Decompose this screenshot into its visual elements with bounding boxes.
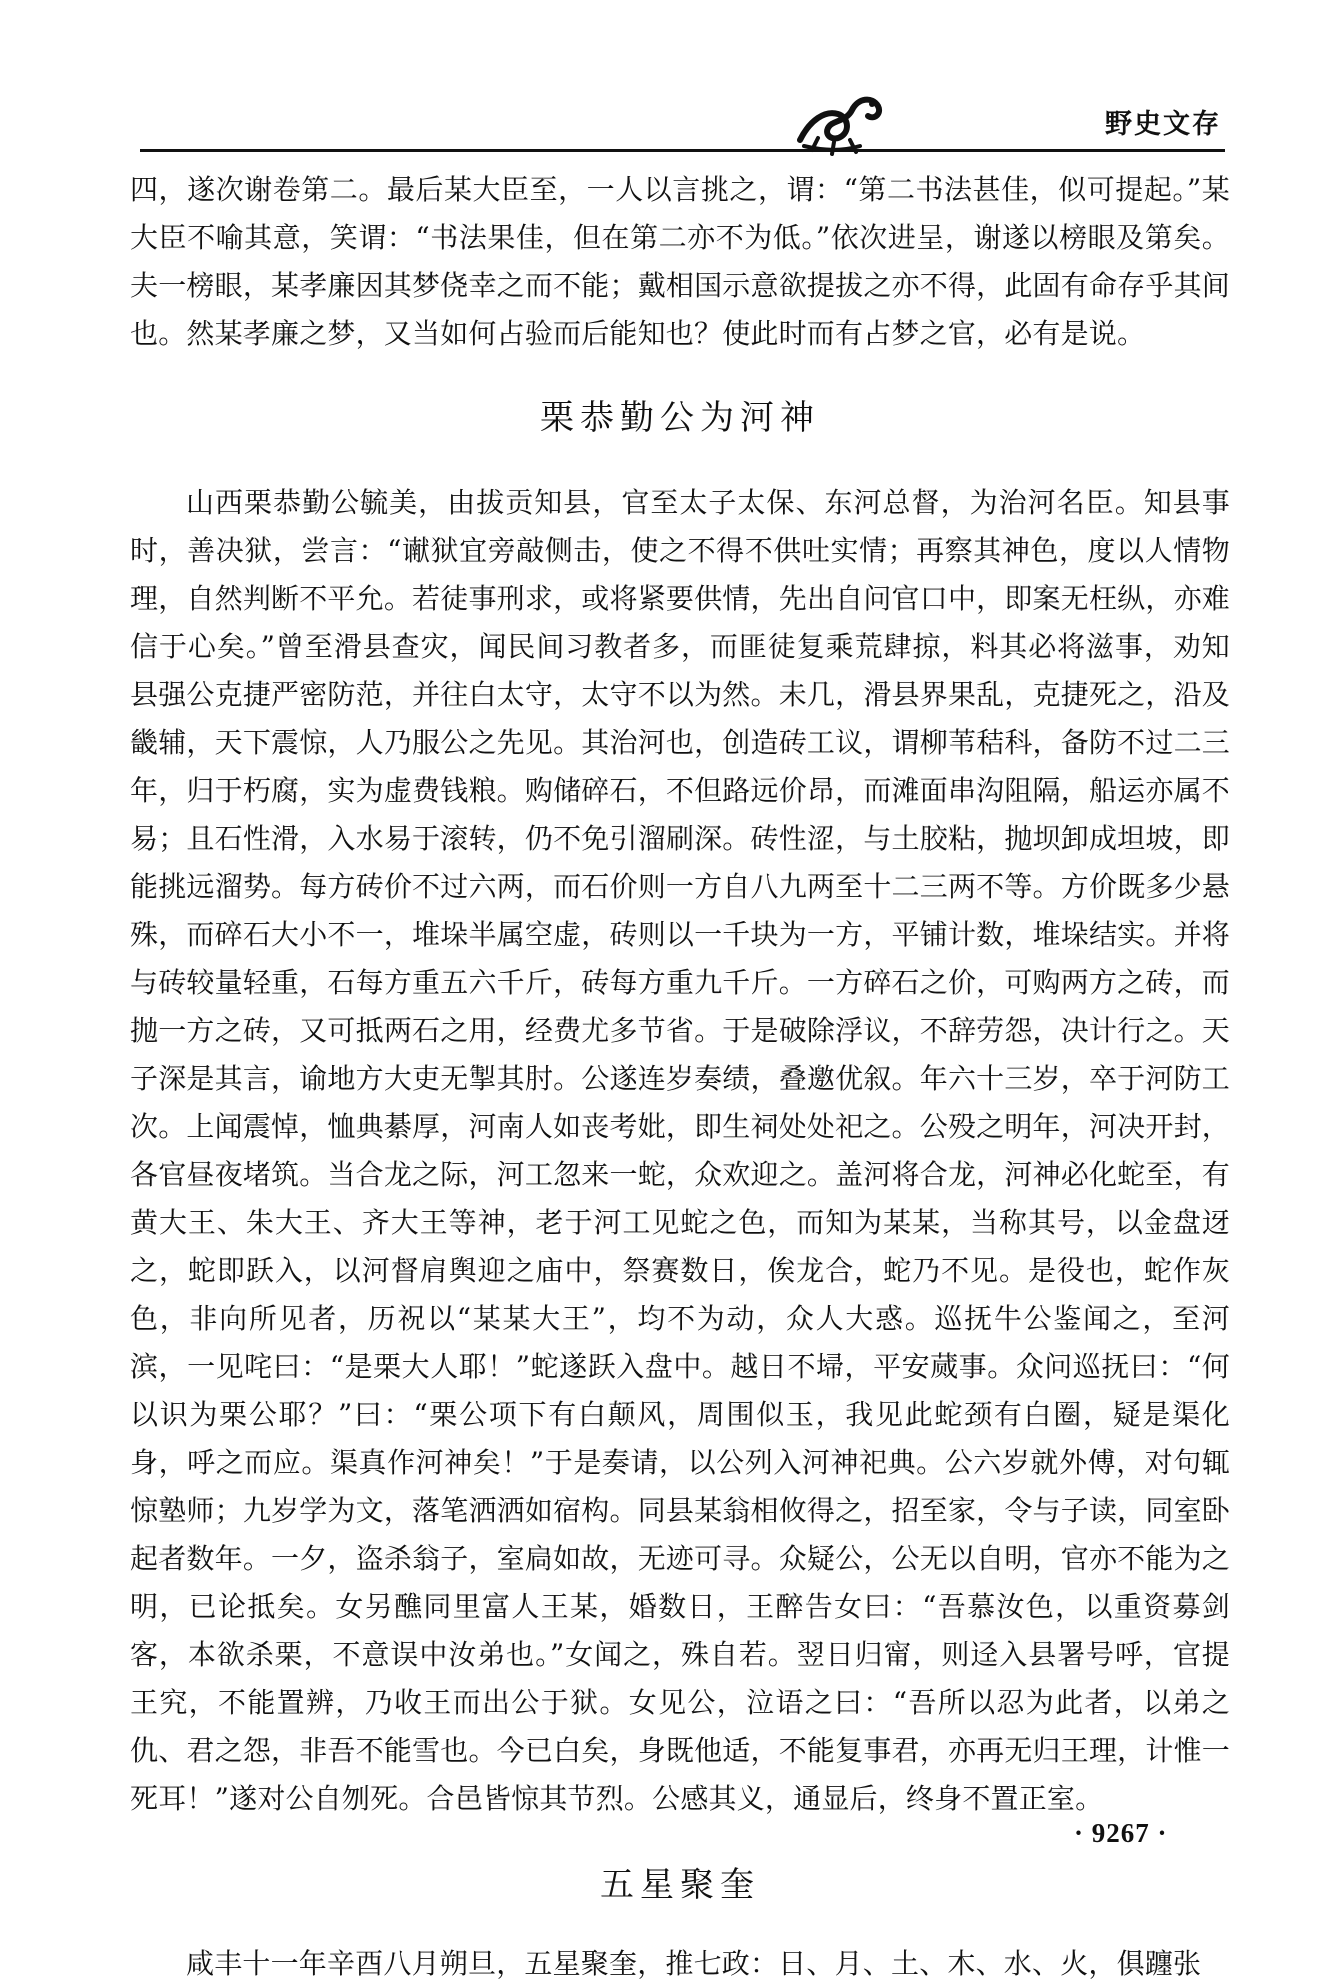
running-title: 野史文存 <box>1105 109 1221 140</box>
paragraph-last: 咸丰十一年辛酉八月朔旦，五星聚奎，推七政：日、月、土、木、水、火，俱躔张 <box>186 1947 1202 1980</box>
page-header <box>140 80 1225 158</box>
header-rule <box>140 149 1225 152</box>
page-number: · 9267 · <box>1074 1818 1168 1848</box>
section-title-1: 栗恭勤公为河神 <box>540 398 820 438</box>
page-body <box>130 166 1230 1988</box>
section-title-2: 五星聚奎 <box>600 1865 760 1905</box>
paragraph-main: 山西栗恭勤公毓美，由拔贡知县，官至太子太保、东河总督，为治河名臣。知县事时，善决狱，尝言：“谳狱宜旁敲侧击，使之不得不供吐实情；再察其神色，度以人情物理，自然判断不平允。若徒事刑求，或将紧要供情，先出自问官口中，即案无枉纵，亦难信于心矣。”曾至滑县查灾，闻民间习教者多，而匪徒复乘荒肆掠，料其必将滋事，劝知县强公克捷严密防范，并往白太守，太守不以为然。未几，滑县界果乱，克捷死之，沿及畿辅，天下震惊，人乃服公之先见。其治河也，创造砖工议，谓柳苇秸科，备防不过二三年，归于朽腐，实为虚费钱粮。购储碎石，不但路远价昂，而滩面串沟阻隔，船运亦属不易；且石性滑，入水易于滚转，仍不免引溜刷深。砖性涩，与土胶粘，抛坝卸成坦坡，即能挑远溜势。每方砖价不过六两，而石价则一方自八九两至十二三两不等。方价既多少悬殊，而碎石大小不一，堆垛半属空虚，砖则以一千块为一方，平铺计数，堆垛结实。并将与砖较量轻重，石每方重五六千斤，砖每方重九千斤。一方碎石之价，可购两方之砖，而抛一方之砖，又可抵两石之用，经费尤多节省。于是破除浮议，不辞劳怨，决计行之。天子深是其言，谕地方大吏无掣其肘。公遂连岁奏绩，叠邀优叙。年六十三岁，卒于河防工次。上闻震悼，恤典綦厚，河南人如丧考妣，即生祠处处祀之。公殁之明年，河决开封，各官昼夜堵筑。当合龙之际，河工忽来一蛇，众欢迎之。盖河将合龙，河神必化蛇至，有黄大王、朱大王、齐大王等神，老于河工见蛇之色，而知为某某，当称其号，以金盘迓之，蛇即跃入，以河督肩舆迎之庙中，祭赛数日，俟龙合，蛇乃不见。是役也，蛇作灰色，非向所见者，历祝以“某某大王”，均不为动，众人大惑。巡抚牛公鉴闻之，至河滨，一见咤曰：“是栗大人耶！”蛇遂跃入盘中。越日不埽，平安蒇事。众问巡抚曰：“何以识为栗公耶？”曰：“栗公项下有白颠风，周围似玉，我见此蛇颈有白圈，疑是渠化身，呼之而应。渠真作河神矣！”于是奏请，以公列入河神祀典。公六岁就外傅，对句辄惊塾师；九岁学为文，落笔洒洒如宿构。同县某翁相攸得之，招至家，令与子读，同室卧起者数年。一夕，盗杀翁子，室扃如故，无迹可寻。众疑公，公无以自明，官亦不能为之明，已论抵矣。女另醮同里富人王某，婚数日，王醉告女曰：“吾慕汝色，以重资募剑客，本欲杀栗，不意误中汝弟也。”女闻之，殊自若。翌日归甯，则迳入县署号呼，官提王究，不能置辨，乃收王而出公于狱。女见公，泣语之曰：“吾所以忍为此者，以弟之仇、君之怨，非吾不能雪也。今已白矣，身既他适，不能复事君，亦再无归王理，计惟一死耳！”遂对公自刎死。合邑皆惊其节烈。公感其义，通显后，终身不置正室。 <box>130 486 1230 1815</box>
dragon-emblem-icon <box>790 80 886 158</box>
paragraph-continued: 四，遂次谢卷第二。最后某大臣至，一人以言挑之，谓：“第二书法甚佳，似可提起。”某大臣不喻其意，笑谓：“书法果佳，但在第二亦不为低。”依次进呈，谢遂以榜眼及第矣。夫一榜眼，某孝廉因其梦侥幸之而不能；戴相国示意欲提拔之亦不得，此固有命存乎其间也。然某孝廉之梦，又当如何占验而后能知也？使此时而有占梦之官，必有是说。 <box>130 173 1230 350</box>
